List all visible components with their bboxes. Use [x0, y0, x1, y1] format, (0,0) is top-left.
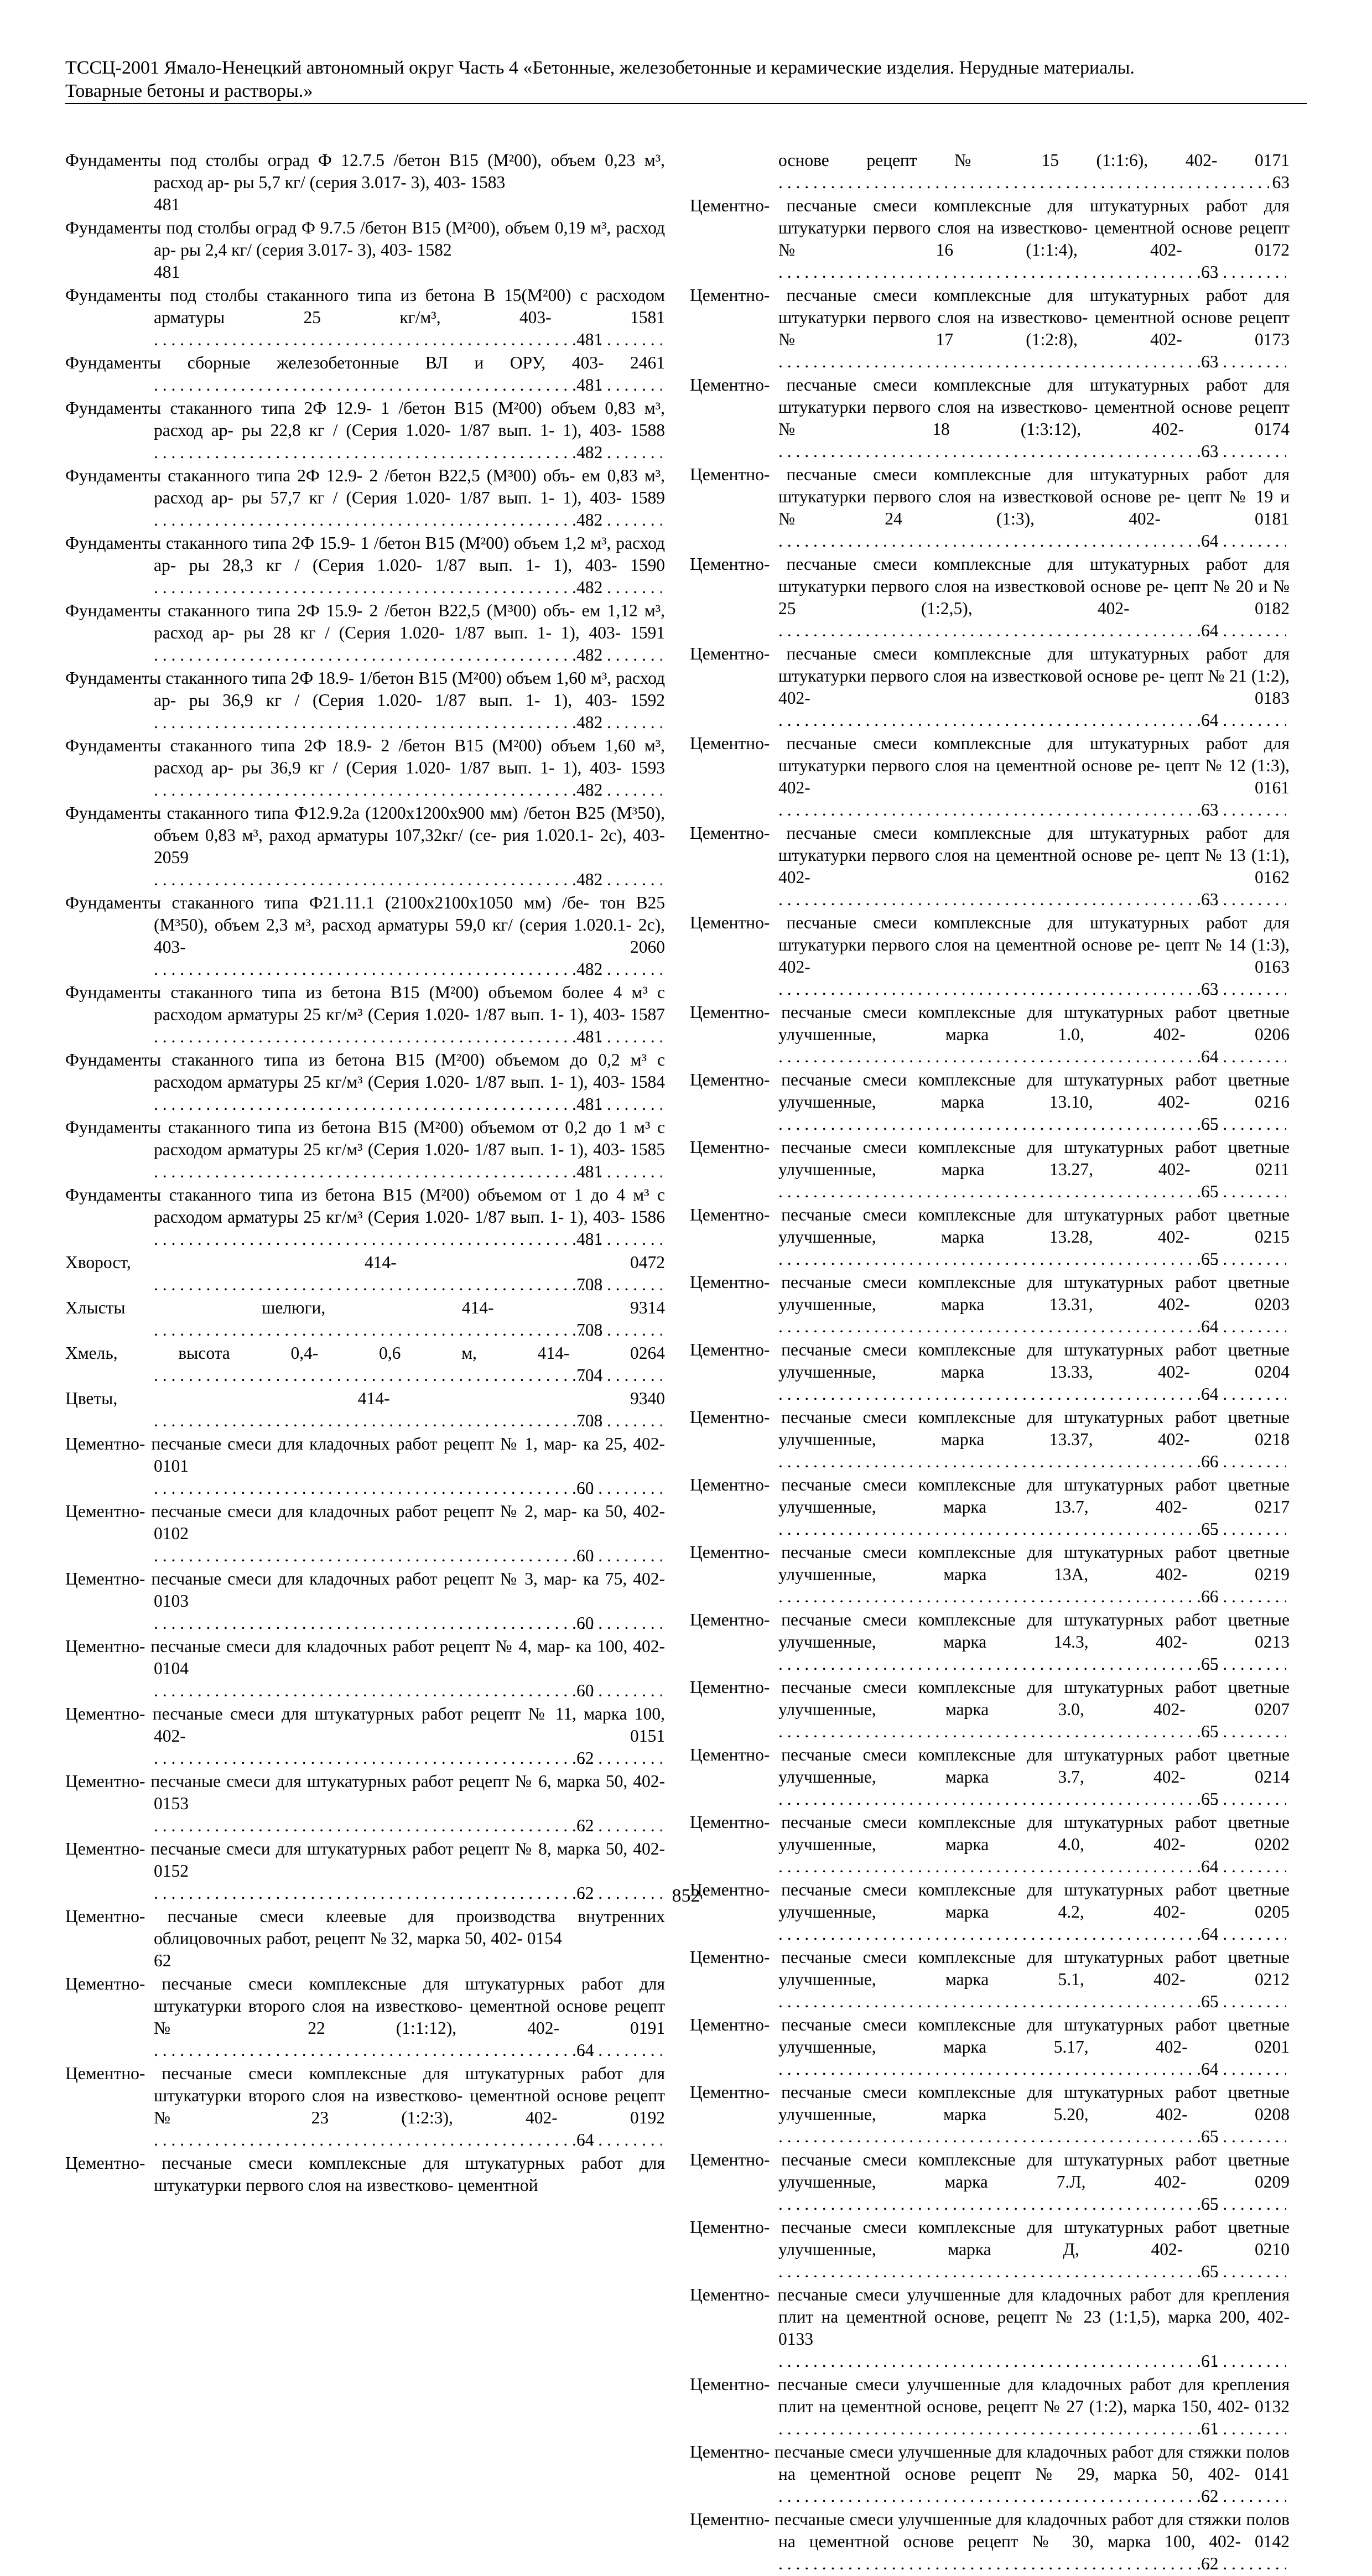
index-entry	[65, 981, 665, 1048]
index-entry-page: 481	[154, 195, 180, 214]
index-entry-page: 482	[662, 711, 665, 734]
index-entry	[690, 1001, 1290, 1068]
index-entry-text: Фундаменты стаканного типа 2Ф 12.9- 2 /бетон В22,5 (М³00) объ- ем 0,83 м³, расход ар- ры 57,7 кг / (Серия 1.020- 1/87 вып. 1- 1), 403- 1589	[65, 466, 665, 507]
index-entry	[690, 2509, 1290, 2575]
index-entry	[690, 1136, 1290, 1203]
index-entry	[690, 2149, 1290, 2215]
index-entry-page: 63	[1286, 440, 1290, 463]
index-entry-text: Цементно- песчаные смеси комплексные для штукатурных работ для штукатурки первого слоя на известковой основе ре- цепт № 19 и №24 (1:3), 402- 0181	[690, 465, 1290, 528]
index-entry	[690, 1541, 1290, 1608]
index-entry	[65, 532, 665, 599]
index-entry-text: Фундаменты стаканного типа 2Ф 15.9- 1 /бетон В15 (М²00) объем 1,2 м³, расход ар- ры 28,3 кг / (Серия 1.020- 1/87 вып. 1- 1), 403- 1590	[65, 533, 665, 575]
header-line-1: ТССЦ-2001 Ямало-Ненецкий автономный округ Часть 4 «Бетонные, железобетонные и керамические изделия. Нерудные материалы.	[65, 58, 1135, 78]
index-entry-page: 61	[1286, 2350, 1290, 2372]
index-entry-text: Цементно- песчаные смеси комплексные для штукатурных работ цветные улучшенные, марка 13.31, 402- 0203	[690, 1273, 1290, 1314]
index-entry-text: Цементно- песчаные смеси улучшенные для кладочных работ для стяжки полов на цементной основе рецепт № 29, марка 50, 402- 0141	[690, 2442, 1290, 2484]
dot-leader	[778, 2127, 1290, 2146]
index-entry-page: 65	[1286, 1653, 1290, 1675]
index-entry-page: 62	[662, 1747, 665, 1769]
index-entry-page: 60	[662, 1680, 665, 1702]
index-entry	[65, 1703, 665, 1769]
index-entry-page: 65	[1286, 1181, 1290, 1203]
index-entry-text: Цементно- песчаные смеси комплексные для штукатурных работ для штукатурки первого слоя на известково- цементной основе рецепт № 16 (1:1:4), 402- 0172	[690, 196, 1290, 259]
index-entry-page: 708	[662, 1410, 665, 1432]
header-rule	[65, 103, 1307, 104]
index-entry-text: Цементно- песчаные смеси комплексные для штукатурных работ цветные улучшенные, марка 13.27, 402- 0211	[690, 1138, 1290, 1179]
index-entry	[690, 195, 1290, 283]
index-entry	[65, 2152, 665, 2196]
index-entry	[690, 2441, 1290, 2507]
index-entry	[690, 2081, 1290, 2148]
index-entry	[65, 1635, 665, 1702]
index-entry	[690, 1339, 1290, 1405]
index-entry-page: 482	[662, 644, 665, 666]
index-entry-page: 482	[662, 442, 665, 464]
index-entry-text: Цементно- песчаные смеси комплексные для штукатурных работ цветные улучшенные, марка 13.10, 402- 0216	[690, 1070, 1290, 1112]
index-entry	[65, 1433, 665, 1499]
index-entry	[690, 1204, 1290, 1270]
index-entry-text: Цементно- песчаные смеси комплексные для штукатурных работ для штукатурки первого слоя на цементной основе ре- цепт № 14 (1:3), 402- 0163	[690, 913, 1290, 977]
index-entry-page: 481	[662, 1161, 665, 1183]
index-entry	[690, 733, 1290, 821]
index-entry-page: 66	[1286, 1451, 1290, 1473]
index-entry-text: Фундаменты стаканного типа 2Ф 15.9- 2 /бетон В22,5 (М³00) объ- ем 1,12 м³, расход ар- ры 28 кг / (Серия 1.020- 1/87 вып. 1- 1), 403- 1591	[65, 601, 665, 642]
dot-leader	[778, 2059, 1290, 2079]
index-entry-text: Фундаменты стаканного типа из бетона В15 (М²00) объемом более 4 м³ с расходом арматуры 25 кг/м³ (Серия 1.020- 1/87 вып. 1- 1), 403- 1587	[65, 983, 665, 1024]
index-entry-page: 482	[662, 869, 665, 891]
index-entry-page: 63	[1286, 799, 1290, 821]
index-entry-text: Хворост, 414- 0472	[65, 1253, 665, 1272]
index-entry	[690, 149, 1290, 194]
index-entry-page: 64	[1286, 709, 1290, 731]
index-entry-text: Цементно- песчаные смеси комплексные для штукатурных работ цветные улучшенные, марка 13А, 402- 0219	[690, 1543, 1290, 1584]
index-entry-page: 65	[1286, 1113, 1290, 1135]
index-entry-page: 60	[662, 1612, 665, 1634]
index-entry-page: 65	[1286, 1991, 1290, 2013]
page-number: 852	[672, 1886, 700, 1906]
index-entry	[690, 1946, 1290, 2013]
index-entry-page: 708	[662, 1319, 665, 1341]
index-entry	[65, 352, 665, 396]
index-entry-page: 63	[1286, 889, 1290, 911]
index-entry-text: Цементно- песчаные смеси улучшенные для кладочных работ для стяжки полов на цементной основе рецепт № 30, марка 100, 402- 0142	[690, 2510, 1290, 2551]
index-entry-page: 63	[1286, 261, 1290, 283]
dot-leader	[778, 2351, 1290, 2371]
index-entry-page: 481	[662, 1026, 665, 1048]
index-entry	[690, 1406, 1290, 1473]
index-entry-text: Цементно- песчаные смеси комплексные для штукатурных работ для штукатурки первого слоя на известковой основе ре- цепт № 21 (1:2), 402- 0183	[690, 644, 1290, 708]
index-entry	[65, 1251, 665, 1296]
dot-leader	[778, 1992, 1290, 2011]
index-entry-text: Цементно- песчаные смеси комплексные для штукатурных работ цветные улучшенные, марка 5.1, 402- 0212	[690, 1947, 1290, 1989]
index-entry-text: Цементно- песчаные смеси комплексные для штукатурных работ цветные улучшенные, марка 1.0, 402- 0206	[690, 1003, 1290, 1044]
index-entry	[690, 553, 1290, 642]
index-entry	[690, 822, 1290, 911]
index-entry-text: Фундаменты стаканного типа 2Ф 18.9- 1/бетон В15 (М²00) объем 1,60 м³, расход ар- ры 36,9 кг / (Серия 1.020- 1/87 вып. 1- 1), 403- 1592	[65, 668, 665, 710]
index-entry-page: 62	[154, 1951, 172, 1970]
dot-leader	[154, 2040, 665, 2060]
index-entry-page: 65	[1286, 2126, 1290, 2148]
index-entry-text: Фундаменты стаканного типа из бетона В15 (М²00) объемом от 1 до 4 м³ с расходом арматуры 25 кг/м³ (Серия 1.020- 1/87 вып. 1- 1), 403- 1586	[65, 1185, 665, 1227]
index-entry-page: 62	[662, 1882, 665, 1904]
index-entry-text: Фундаменты под столбы оград Ф 12.7.5 /бетон В15 (М²00), объем 0,23 м³, расход ар- ры 5,7 кг/ (серия 3.017- 3), 403- 1583	[65, 150, 665, 192]
index-entry-page: 62	[1286, 2553, 1290, 2575]
index-entry	[690, 1069, 1290, 1135]
index-entry-page: 481	[662, 1228, 665, 1250]
index-entry-page: 481	[662, 1093, 665, 1115]
index-entry-text: Цементно- песчаные смеси комплексные для штукатурных работ для штукатурки первого слоя на цементной основе ре- цепт № 12 (1:3), 402- 0161	[690, 734, 1290, 797]
index-entry-text: Цементно- песчаные смеси улучшенные для кладочных работ для крепления плит на цементной основе, рецепт № 23 (1:1,5), марка 200, 402- 0133	[690, 2285, 1290, 2349]
index-entry-text: Цементно- песчаные смеси для штукатурных работ рецепт № 8, марка 50, 402- 0152	[65, 1839, 665, 1881]
index-entry	[65, 2063, 665, 2151]
dot-leader	[778, 2486, 1290, 2506]
index-entry	[690, 1744, 1290, 1810]
index-entry-page: 61	[1286, 2418, 1290, 2440]
index-entry-page: 64	[1286, 530, 1290, 552]
index-entry-text: Цветы, 414- 9340	[65, 1389, 665, 1408]
dot-leader	[778, 2262, 1290, 2281]
index-entry	[65, 600, 665, 666]
index-entry	[690, 1474, 1290, 1540]
index-entry	[65, 892, 665, 980]
index-entry-text: Хлысты шелюги, 414- 9314	[65, 1298, 665, 1317]
index-entry-page: 64	[662, 2039, 665, 2061]
index-entry-text: Цементно- песчаные смеси для кладочных работ рецепт № 4, мар- ка 100, 402- 0104	[65, 1637, 665, 1678]
index-entry-page: 64	[1286, 1046, 1290, 1068]
index-entry-text: Цементно- песчаные смеси для кладочных работ рецепт № 3, мар- ка 75, 402- 0103	[65, 1569, 665, 1611]
index-entry-text: основе рецепт № 15 (1:1:6), 402- 0171	[778, 150, 1290, 170]
index-entry	[65, 1049, 665, 1115]
index-entry-text: Фундаменты стаканного типа из бетона В15 (М²00) объемом до 0,2 м³ с расходом арматуры 25 кг/м³ (Серия 1.020- 1/87 вып. 1- 1), 403- 1584	[65, 1050, 665, 1092]
index-entry-page: 65	[1286, 2193, 1290, 2215]
index-entry	[65, 1116, 665, 1183]
index-entry-page: 63	[1286, 351, 1290, 373]
dot-leader	[154, 2130, 665, 2149]
index-entry	[65, 217, 665, 283]
index-entry-page: 481	[154, 262, 180, 282]
index-entry-page: 482	[662, 577, 665, 599]
index-entry-page: 63	[1286, 978, 1290, 1000]
index-entry-page: 65	[1286, 1248, 1290, 1270]
index-entry-page: 64	[1286, 1856, 1290, 1878]
index-entry-text: Цементно- песчаные смеси комплексные для штукатурных работ цветные улучшенные, марка 7.Л, 402- 0209	[690, 2150, 1290, 2191]
index-entry-text: Цементно- песчаные смеси для штукатурных работ рецепт № 11, марка 100, 402- 0151	[65, 1704, 665, 1746]
index-entry-text: Цементно- песчаные смеси для штукатурных работ рецепт № 6, марка 50, 402- 0153	[65, 1772, 665, 1813]
index-entry	[690, 2284, 1290, 2372]
index-entry-page: 65	[1286, 1721, 1290, 1743]
index-entry-text: Цементно- песчаные смеси комплексные для штукатурных работ цветные улучшенные, марка 14.3, 402- 0213	[690, 1610, 1290, 1651]
index-entry	[65, 1388, 665, 1432]
index-entry-text: Фундаменты стаканного типа Ф21.11.1 (2100х2100х1050 мм) /бе- тон В25 (М³50), объем 2,3 м³, расход арматуры 59,0 кг/ (серия 1.020.1- 2с), 403- 2060	[65, 893, 665, 957]
index-entry-text: Цементно- песчаные смеси комплексные для штукатурных работ для штукатурки второго слоя на известково- цементной основе рецепт № 22 (1:1:12), 402- 0191	[65, 1974, 665, 2038]
index-entry	[690, 1811, 1290, 1878]
index-entry-text: Фундаменты стаканного типа Ф12.9.2а (1200х1200х900 мм) /бетон В25 (М³50), объем 0,83 м³, раход арматуры 107,32кг/ (се- рия 1.020.1- 2с), 403- 2059	[65, 803, 665, 867]
index-entry-text: Фундаменты под столбы стаканного типа из бетона В 15(М²00) с расходом арматуры 25 кг/м³, 403- 1581	[65, 285, 665, 327]
index-entry	[65, 1342, 665, 1386]
index-entry-text: Фундаменты под столбы оград Ф 9.7.5 /бетон В15 (М²00), объем 0,19 м³, расход ар- ры 2,4 кг/ (серия 3.017- 3), 403- 1582	[65, 218, 665, 259]
index-entry	[690, 374, 1290, 463]
index-entry	[65, 1184, 665, 1250]
index-entry-page: 708	[662, 1274, 665, 1296]
index-entry-text: Цементно- песчаные смеси комплексные для штукатурных работ для штукатурки первого слоя на известково- цементной	[65, 2153, 665, 2195]
index-entry	[65, 465, 665, 531]
index-entry-text: Цементно- песчаные смеси комплексные для штукатурных работ цветные улучшенные, марка 13.7, 402- 0217	[690, 1475, 1290, 1516]
index-entry-page: 62	[1286, 2485, 1290, 2507]
index-entry-page: 65	[1286, 2261, 1290, 2283]
index-entry-page: 60	[662, 1477, 665, 1499]
index-entry-text: Цементно- песчаные смеси комплексные для штукатурных работ цветные улучшенные, марка 4.2, 402- 0205	[690, 1880, 1290, 1921]
index-entry-page: 482	[662, 509, 665, 531]
index-entry-page: 66	[1286, 1586, 1290, 1608]
index-entry-text: Цементно- песчаные смеси комплексные для штукатурных работ цветные улучшенные, марка 13.28, 402- 0215	[690, 1205, 1290, 1247]
index-entry-page: 60	[662, 1545, 665, 1567]
index-entry-text: Цементно- песчаные смеси комплексные для штукатурных работ цветные улучшенные, марка 3.0, 402- 0207	[690, 1677, 1290, 1719]
index-entry-page: 65	[1286, 1518, 1290, 1540]
index-entry	[65, 1297, 665, 1341]
index-entry	[690, 912, 1290, 1000]
index-entry	[65, 1905, 665, 1972]
index-entry	[65, 802, 665, 891]
index-entry-text: Цементно- песчаные смеси для кладочных работ рецепт № 2, мар- ка 50, 402- 0102	[65, 1502, 665, 1543]
running-header	[65, 56, 1307, 103]
index-entry-page: 482	[662, 779, 665, 801]
dot-leader	[778, 173, 1290, 192]
index-entry	[65, 1973, 665, 2061]
index-entry	[65, 1500, 665, 1567]
index-entry-text: Цементно- песчаные смеси комплексные для штукатурных работ для штукатурки первого слоя на известково- цементной основе рецепт № 18 (1:3:12), 402- 0174	[690, 375, 1290, 439]
index-entry	[690, 1676, 1290, 1743]
index-entry-page: 64	[1286, 1316, 1290, 1338]
index-entry	[65, 149, 665, 216]
index-entry-text: Цементно- песчаные смеси комплексные для штукатурных работ цветные улучшенные, марка Д, 402- 0210	[690, 2217, 1290, 2259]
index-entry	[65, 284, 665, 351]
index-entry	[690, 643, 1290, 731]
index-entry-page: 481	[662, 374, 665, 396]
index-entry-text: Цементно- песчаные смеси комплексные для штукатурных работ для штукатурки первого слоя на известковой основе ре- цепт № 20 и № 25 (1:2,5), 402- 0182	[690, 554, 1290, 618]
index-entry	[65, 397, 665, 464]
index-entry-text: Фундаменты стаканного типа 2Ф 18.9- 2 /бетон В15 (М²00) объем 1,60 м³, расход ар- ры 36,9 кг / (Серия 1.020- 1/87 вып. 1- 1), 403- 1593	[65, 736, 665, 777]
index-entry	[690, 464, 1290, 552]
index-entry-text: Цементно- песчаные смеси для кладочных работ рецепт № 1, мар- ка 25, 402- 0101	[65, 1434, 665, 1476]
index-entry-page: 64	[1286, 620, 1290, 642]
dot-leader	[778, 2554, 1290, 2573]
index-entry	[690, 1609, 1290, 1675]
dot-leader	[778, 2419, 1290, 2438]
index-entry-text: Цементно- песчаные смеси комплексные для штукатурных работ для штукатурки первого слоя на цементной основе ре- цепт № 13 (1:1), 402- 0162	[690, 823, 1290, 887]
index-entry	[65, 735, 665, 801]
index-entry	[690, 2374, 1290, 2440]
index-entry-text: Цементно- песчаные смеси комплексные для штукатурных работ для штукатурки первого слоя на известково- цементной основе рецепт № 17 (1:2:8), 402- 0173	[690, 285, 1290, 349]
index-entry-page: 64	[1286, 2058, 1290, 2080]
index-entry	[690, 2216, 1290, 2283]
index-entry-page: 64	[1286, 1923, 1290, 1945]
index-entry	[65, 1568, 665, 1634]
index-entry-text: Цементно- песчаные смеси комплексные для штукатурных работ для штукатурки второго слоя на известково- цементной основе рецепт № 23 (1:2:3), 402- 0192	[65, 2064, 665, 2127]
index-entry-page: 64	[1286, 1383, 1290, 1405]
index-entry-page: 64	[662, 2129, 665, 2151]
index-entry-text: Цементно- песчаные смеси комплексные для штукатурных работ цветные улучшенные, марка 5.17, 402- 0201	[690, 2015, 1290, 2056]
index-column-right	[690, 149, 1290, 2576]
index-entry	[690, 284, 1290, 373]
index-entry-page: 65	[1286, 1788, 1290, 1810]
index-entry-text: Хмель, высота 0,4- 0,6 м, 414- 0264	[65, 1343, 665, 1363]
index-entry	[65, 1770, 665, 1837]
index-entry-page: 482	[662, 958, 665, 980]
index-entry-text: Фундаменты стаканного типа из бетона В15 (М²00) объемом от 0,2 до 1 м³ с расходом арматуры 25 кг/м³ (Серия 1.020- 1/87 вып. 1- 1), 403- 1585	[65, 1118, 665, 1159]
index-entry-page: 63	[1269, 172, 1290, 194]
index-entry	[65, 667, 665, 734]
index-entry	[690, 1271, 1290, 1338]
dot-leader	[778, 2194, 1290, 2214]
index-entry-text: Цементно- песчаные смеси комплексные для штукатурных работ цветные улучшенные, марка 5.20, 402- 0208	[690, 2082, 1290, 2124]
index-entry-text: Цементно- песчаные смеси комплексные для штукатурных работ цветные улучшенные, марка 3.7, 402- 0214	[690, 1745, 1290, 1786]
index-entry-text: Цементно- песчаные смеси комплексные для штукатурных работ цветные улучшенные, марка 13.33, 402- 0204	[690, 1340, 1290, 1382]
index-entry-text: Цементно- песчаные смеси комплексные для штукатурных работ цветные улучшенные, марка 4.0, 402- 0202	[690, 1812, 1290, 1854]
index-entry-text: Цементно- песчаные смеси улучшенные для кладочных работ для крепления плит на цементной основе, рецепт № 27 (1:2), марка 150, 402- 0132	[690, 2375, 1290, 2416]
index-entry	[690, 2014, 1290, 2080]
index-entry-page: 481	[662, 329, 665, 351]
index-entry-text: Фундаменты стаканного типа 2Ф 12.9- 1 /бетон В15 (М²00) объем 0,83 м³, расход ар- ры 22,8 кг / (Серия 1.020- 1/87 вып. 1- 1), 403- 1588	[65, 398, 665, 440]
index-entry-text: Цементно- песчаные смеси комплексные для штукатурных работ цветные улучшенные, марка 13.37, 402- 0218	[690, 1408, 1290, 1449]
index-entry-text: Цементно- песчаные смеси клеевые для производства внутренних облицовочных работ, рецепт № 32, марка 50, 402- 0154	[65, 1907, 665, 1948]
index-entry-text: Фундаменты сборные железобетонные ВЛ и ОРУ, 403- 2461	[65, 353, 665, 372]
index-entry-page: 704	[662, 1364, 665, 1386]
index-entry-page: 62	[662, 1815, 665, 1837]
header-line-2: Товарные бетоны и растворы.»	[65, 81, 313, 101]
